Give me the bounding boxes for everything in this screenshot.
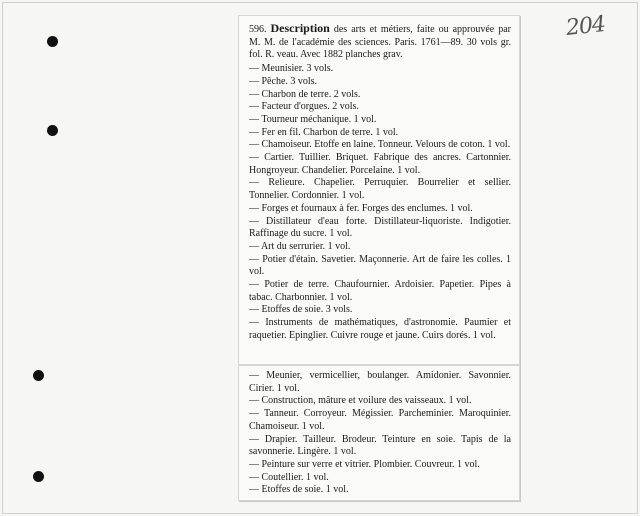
entry-number: 596. — [249, 24, 267, 35]
entry-title: Description — [270, 21, 330, 35]
volume-list-item: — Tourneur méchanique. 1 vol. — [249, 113, 377, 125]
volume-list — [249, 63, 511, 342]
volume-list-item: — Meunier, vermicellier, boulanger. Amidonier. Savonnier. Cirier. 1 vol. — [249, 370, 511, 394]
volume-list-item: — Etoffes de soie. 1 vol. — [249, 484, 349, 496]
volume-list-item: — Fer en fil. Charbon de terre. 1 vol. — [249, 126, 399, 138]
catalogue-clipping-top — [238, 15, 520, 365]
volume-list-item: — Cartier. Tuillier. Briquet. Fabrique des ancres. Cartonnier. Hongroyeur. Chandelier. Porcelaine. 1 vol. — [249, 152, 511, 176]
volume-list-item: — Relieure. Chapelier. Perruquier. Bourrelier et sellier. Tonnelier. Cordonnier. 1 vol. — [249, 177, 511, 202]
catalogue-clipping-bottom — [238, 365, 520, 501]
binder-hole-icon — [33, 471, 44, 482]
volume-list-item: — Distillateur d'eau forte. Distillateur-liquoriste. Indigotier. Raffinage du sucre. 1 vol. — [249, 215, 511, 240]
volume-list-item: — Coutellier. 1 vol. — [249, 471, 329, 483]
volume-list-item: — Instruments de mathématiques, d'astronomie. Paumier et raquetier. Epinglier. Cuivre rouge et jaune. Cuirs dorés. 1 vol. — [249, 317, 511, 341]
binder-hole-icon — [47, 125, 58, 136]
volume-list-item: — Tanneur. Corroyeur. Mégissier. Parcheminier. Maroquinier. Chamoiseur. 1 vol. — [249, 408, 511, 432]
volume-list-item: — Etoffes de soie. 3 vols. — [249, 304, 353, 316]
volume-list-item: — Facteur d'orgues. 2 vols. — [249, 101, 359, 113]
volume-list-item: — Construction, mâture et voilure des vaisseaux. 1 vol. — [249, 395, 472, 407]
entry-description: des arts et métiers, faite ou approuvée par M. M. de l'académie des sciences. Paris. 1761—89. 30 vols gr. fol. R. veau. Avec 1882 planches grav. — [249, 24, 512, 61]
volume-list-item: — Meunisier. 3 vols. — [249, 63, 334, 75]
volume-list-item: — Pêche. 3 vols. — [249, 75, 318, 87]
volume-list-item: — Potier d'étain. Savetier. Maçonnerie. Art de faire les colles. 1 vol. — [249, 253, 511, 278]
volume-list-item: — Peinture sur verre et vitrier. Plombier. Couvreur. 1 vol. — [249, 458, 480, 470]
volume-list-item: — Drapier. Tailleur. Brodeur. Teinture en soie. Tapis de la savonnerie. Lingère. 1 vol. — [249, 433, 511, 458]
catalogue-entry-intro — [249, 22, 511, 62]
binder-hole-icon — [33, 370, 44, 381]
volume-list-item: — Chamoiseur. Etoffe en laine. Tonneur. Velours de coton. 1 vol. — [249, 139, 511, 151]
handwritten-page-number: 204 — [564, 12, 607, 41]
volume-list-item: — Art du serrurier. 1 vol. — [249, 240, 351, 252]
volume-list-continued — [249, 370, 511, 497]
volume-list-item: — Charbon de terre. 2 vols. — [249, 88, 361, 100]
volume-list-item: — Forges et fournaux à fer. Forges des enclumes. 1 vol. — [249, 202, 473, 214]
binder-hole-icon — [47, 36, 58, 47]
volume-list-item: — Potier de terre. Chaufournier. Ardoisier. Papetier. Pipes à tabac. Charbonnier. 1 vol. — [249, 279, 511, 303]
